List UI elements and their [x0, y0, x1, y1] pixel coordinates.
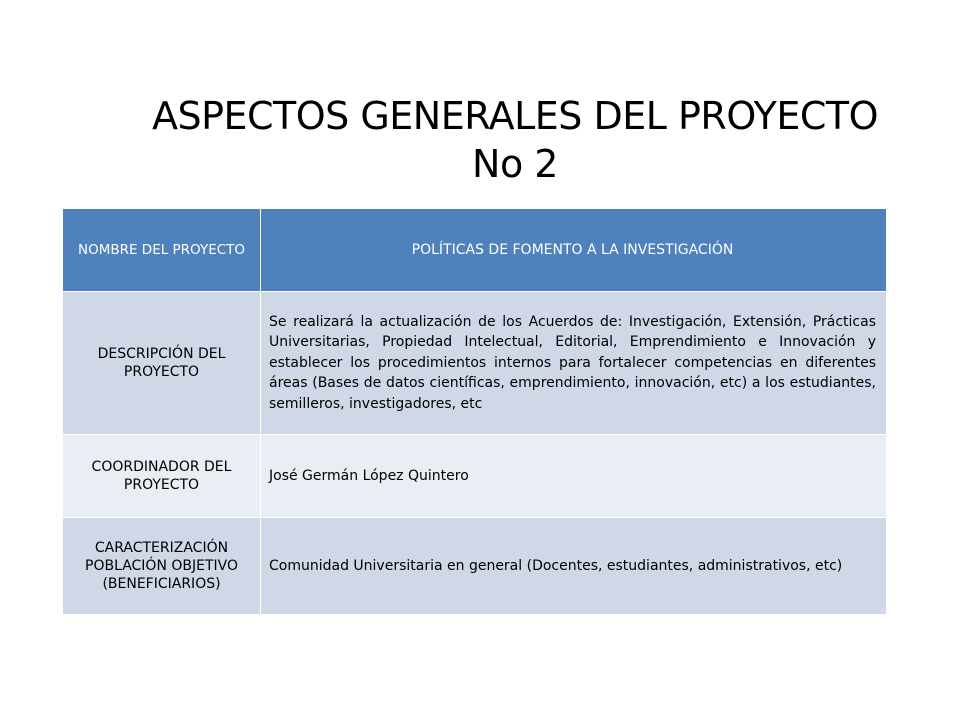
- description-label: DESCRIPCIÓN DEL PROYECTO: [97, 346, 226, 380]
- target-population-value-cell: [261, 518, 887, 615]
- coordinator-label: COORDINADOR DEL PROYECTO: [91, 459, 232, 493]
- target-population-label-cell: [63, 518, 261, 615]
- table-row: [63, 518, 887, 615]
- coordinator-value: José Germán López Quintero: [269, 467, 469, 484]
- project-name-label: NOMBRE DEL PROYECTO: [77, 242, 246, 258]
- coordinator-label-cell: [63, 435, 261, 518]
- project-name-value: POLÍTICAS DE FOMENTO A LA INVESTIGACIÓN: [411, 241, 734, 258]
- project-name-value-cell: [261, 209, 887, 292]
- slide-title-line-1: ASPECTOS GENERALES DEL PROYECTO: [151, 94, 879, 138]
- description-value: Se realizará la actualización de los Acuerdos de: Investigación, Extensión, Prácticas Universitarias, Propiedad Intelectual, Editorial, Emprendimiento e Innovación y establecer los procedimientos internos para fortalecer competencias en diferentes áreas (Bases de datos científicas, emprendimiento, innovación, etc) a los estudiantes, semilleros, investigadores, etc: [269, 313, 876, 412]
- target-population-value: Comunidad Universitaria en general (Docentes, estudiantes, administrativos, etc): [269, 557, 843, 574]
- target-population-label: CARACTERIZACIÓN POBLACIÓN OBJETIVO (BENEFICIARIOS): [85, 540, 238, 592]
- table-row: [63, 292, 887, 435]
- table-row: [63, 435, 887, 518]
- slide-title: [100, 92, 930, 188]
- table-header-row: [63, 209, 887, 292]
- project-info-table: [62, 208, 887, 615]
- coordinator-value-cell: [261, 435, 887, 518]
- description-label-cell: [63, 292, 261, 435]
- slide-title-line-2: No 2: [472, 142, 558, 186]
- description-value-cell: [261, 292, 887, 435]
- project-name-label-cell: [63, 209, 261, 292]
